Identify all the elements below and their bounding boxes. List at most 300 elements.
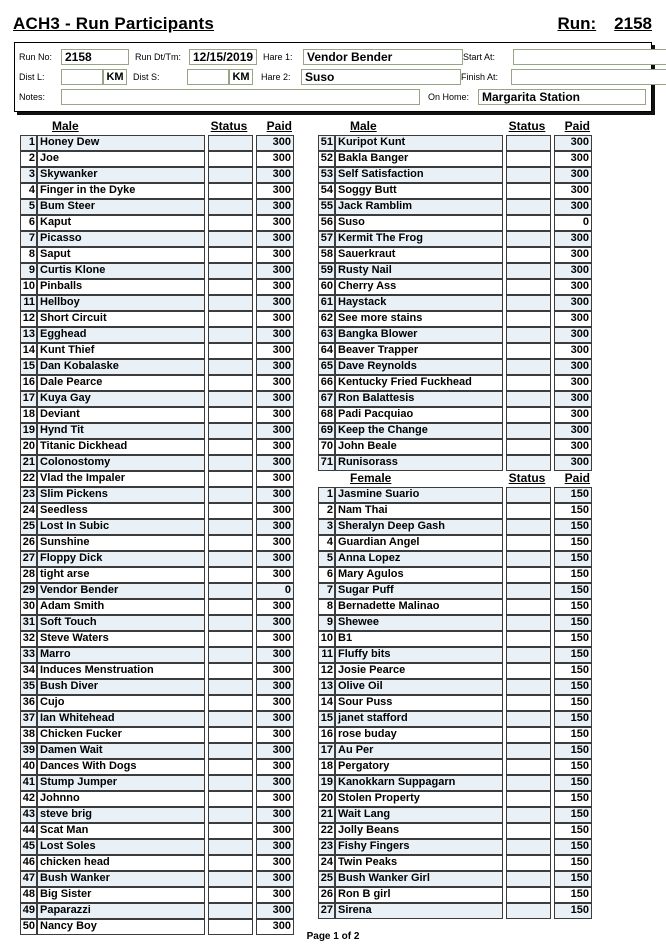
paid-cell: 300 [256,327,294,343]
participant-name-cell: Curtis Klone [37,263,205,279]
participant-row [20,199,294,215]
status-cell [506,375,551,391]
status-cell [506,727,551,743]
row-number-cell: 51 [318,135,335,151]
status-cell [506,279,551,295]
participant-row [318,199,592,215]
hare1-field[interactable]: Vendor Bender [303,49,463,65]
notes-label: Notes: [19,91,46,102]
status-cell [506,199,551,215]
participant-name-cell: B1 [335,631,503,647]
status-cell [208,215,253,231]
row-number-cell: 33 [20,647,37,663]
row-number-cell: 46 [20,855,37,871]
participant-name-cell: Short Circuit [37,311,205,327]
participant-name-cell: Steve Waters [37,631,205,647]
participant-name-cell: Beaver Trapper [335,343,503,359]
paid-cell: 150 [554,871,592,887]
row-number-cell: 49 [20,903,37,919]
paid-cell: 300 [256,391,294,407]
notes-field[interactable] [61,89,420,105]
participant-row [318,647,592,663]
paid-cell: 300 [554,135,592,151]
dist-l-field[interactable] [61,69,103,85]
status-cell [506,823,551,839]
paid-cell: 300 [256,823,294,839]
participant-row [318,503,592,519]
status-cell [506,423,551,439]
participant-name-cell: Suso [335,215,503,231]
status-cell [208,487,253,503]
paid-cell: 300 [256,455,294,471]
form-row-3 [19,87,646,106]
run-dt-label: Run Dt/Tm: [135,51,182,62]
paid-cell: 300 [256,887,294,903]
paid-cell: 0 [554,215,592,231]
row-number-cell: 14 [318,695,335,711]
participant-name-cell: Ian Whitehead [37,711,205,727]
row-number-cell: 13 [318,679,335,695]
run-info-form [14,42,652,112]
participant-row [318,903,592,919]
row-number-cell: 23 [20,487,37,503]
status-cell [208,727,253,743]
status-cell [506,743,551,759]
participant-name-cell: Fluffy bits [335,647,503,663]
participant-row [20,279,294,295]
on-home-label: On Home: [428,91,470,102]
status-cell [208,311,253,327]
hare1-label: Hare 1: [263,51,293,62]
status-cell [208,295,253,311]
paid-cell: 150 [554,679,592,695]
female-header [318,471,592,487]
participant-name-cell: Ron B girl [335,887,503,903]
paid-cell: 300 [256,311,294,327]
participant-row [318,711,592,727]
paid-cell: 300 [256,807,294,823]
status-cell [506,839,551,855]
status-cell [506,679,551,695]
paid-cell: 300 [256,855,294,871]
participant-name-cell: Bush Diver [37,679,205,695]
paid-cell: 300 [554,167,592,183]
status-cell [208,263,253,279]
participant-row [20,471,294,487]
participant-row [318,263,592,279]
row-number-cell: 57 [318,231,335,247]
status-cell [506,327,551,343]
participant-row [20,215,294,231]
paid-cell: 300 [256,663,294,679]
participant-row [318,487,592,503]
participant-name-cell: Wait Lang [335,807,503,823]
paid-cell: 150 [554,503,592,519]
participant-name-cell: See more stains [335,311,503,327]
status-cell [208,711,253,727]
paid-cell: 150 [554,695,592,711]
status-cell [208,807,253,823]
row-number-cell: 61 [318,295,335,311]
male-list-51-71 [318,135,592,471]
status-cell [506,807,551,823]
male-female-column-right [318,119,592,919]
finish-at-field[interactable] [511,69,666,85]
status-cell [506,791,551,807]
paid-cell: 150 [554,791,592,807]
participant-name-cell: Kuya Gay [37,391,205,407]
status-cell [208,775,253,791]
row-number-cell: 41 [20,775,37,791]
participant-name-cell: Titanic Dickhead [37,439,205,455]
row-number-cell: 1 [20,135,37,151]
dist-s-label: Dist S: [133,71,160,82]
status-cell [506,503,551,519]
row-number-cell: 24 [20,503,37,519]
paid-cell: 300 [256,615,294,631]
paid-cell: 300 [256,231,294,247]
participant-name-cell: Bush Wanker [37,871,205,887]
row-number-cell: 18 [318,759,335,775]
row-number-cell: 44 [20,823,37,839]
participant-name-cell: Egghead [37,327,205,343]
paid-cell: 300 [256,167,294,183]
status-cell [506,407,551,423]
run-dt-field[interactable]: 12/15/2019 [189,49,257,65]
participant-name-cell: Cherry Ass [335,279,503,295]
participant-row [318,839,592,855]
participant-name-cell: Marro [37,647,205,663]
participant-name-cell: Mary Agulos [335,567,503,583]
participant-name-cell: Jolly Beans [335,823,503,839]
participant-name-cell: Jasmine Suario [335,487,503,503]
km-unit-1: KM [103,69,127,85]
paid-cell: 150 [554,823,592,839]
participant-name-cell: Twin Peaks [335,855,503,871]
row-number-cell: 8 [318,599,335,615]
paid-cell: 300 [554,359,592,375]
status-cell [506,151,551,167]
paid-cell: 300 [256,423,294,439]
row-number-cell: 36 [20,695,37,711]
participant-name-cell: Floppy Dick [37,551,205,567]
row-number-cell: 34 [20,663,37,679]
row-number-cell: 56 [318,215,335,231]
paid-cell: 300 [256,359,294,375]
status-cell [208,183,253,199]
row-number-cell: 17 [318,743,335,759]
participant-row [20,135,294,151]
participant-row [20,535,294,551]
paid-cell: 300 [256,279,294,295]
participant-name-cell: Adam Smith [37,599,205,615]
row-number-cell: 21 [20,455,37,471]
paid-cell: 150 [554,727,592,743]
participant-name-cell: Seedless [37,503,205,519]
status-cell [208,871,253,887]
paid-cell: 300 [256,871,294,887]
hare2-field[interactable]: Suso [301,69,461,85]
participant-name-cell: Kunt Thief [37,343,205,359]
status-cell [208,343,253,359]
participant-name-cell: Finger in the Dyke [37,183,205,199]
status-cell [208,647,253,663]
status-cell [506,519,551,535]
paid-cell: 300 [256,711,294,727]
status-cell [208,615,253,631]
row-number-cell: 3 [20,167,37,183]
participant-name-cell: Stump Jumper [37,775,205,791]
participant-row [20,151,294,167]
paid-cell: 300 [256,199,294,215]
row-number-cell: 9 [20,263,37,279]
paid-cell: 300 [256,631,294,647]
paid-cell: 150 [554,855,592,871]
participant-row [318,599,592,615]
row-number-cell: 19 [318,775,335,791]
status-cell [506,855,551,871]
row-number-cell: 5 [20,199,37,215]
status-cell [208,407,253,423]
dist-s-field[interactable] [187,69,229,85]
participant-row [20,823,294,839]
status-cell [208,151,253,167]
participant-row [20,791,294,807]
female-header-label: Female [350,471,392,485]
paid-header-label: Paid [564,471,590,485]
paid-cell: 300 [554,231,592,247]
row-number-cell: 63 [318,327,335,343]
participant-name-cell: Bush Wanker Girl [335,871,503,887]
paid-cell: 150 [554,535,592,551]
participant-name-cell: Josie Pearce [335,663,503,679]
status-cell [208,535,253,551]
participant-name-cell: Ron Balattesis [335,391,503,407]
form-row-1 [19,47,646,66]
participant-name-cell: Hynd Tit [37,423,205,439]
row-number-cell: 14 [20,343,37,359]
row-number-cell: 27 [20,551,37,567]
row-number-cell: 27 [318,903,335,919]
male-left-header [20,119,294,135]
participant-name-cell: Pergatory [335,759,503,775]
row-number-cell: 6 [20,215,37,231]
paid-cell: 300 [554,247,592,263]
paid-cell: 300 [256,215,294,231]
start-at-field[interactable] [513,49,666,65]
paid-header-label: Paid [266,119,292,133]
participant-name-cell: Haystack [335,295,503,311]
row-number-cell: 15 [20,359,37,375]
row-number-cell: 9 [318,615,335,631]
status-cell [506,455,551,471]
participant-name-cell: Vendor Bender [37,583,205,599]
status-cell [208,695,253,711]
participant-row [20,663,294,679]
paid-cell: 300 [256,839,294,855]
participant-row [318,311,592,327]
participant-row [318,455,592,471]
participant-row [20,887,294,903]
paid-cell: 300 [256,551,294,567]
participant-row [318,567,592,583]
row-number-cell: 22 [318,823,335,839]
paid-cell: 300 [554,375,592,391]
status-header-label: Status [508,119,546,133]
status-cell [208,359,253,375]
run-no-label: Run No: [19,51,53,62]
participant-row [20,743,294,759]
participant-row [20,679,294,695]
participant-row [318,215,592,231]
status-cell [208,903,253,919]
participant-name-cell: Jack Ramblim [335,199,503,215]
participant-name-cell: Olive Oil [335,679,503,695]
participant-row [20,855,294,871]
paid-cell: 150 [554,887,592,903]
status-cell [208,759,253,775]
row-number-cell: 2 [318,503,335,519]
paid-cell: 300 [554,311,592,327]
paid-cell: 300 [256,743,294,759]
participant-row [318,823,592,839]
row-number-cell: 28 [20,567,37,583]
participant-name-cell: Soft Touch [37,615,205,631]
paid-cell: 300 [256,535,294,551]
status-cell [506,871,551,887]
row-number-cell: 21 [318,807,335,823]
participant-row [20,327,294,343]
row-number-cell: 48 [20,887,37,903]
participant-row [318,791,592,807]
participant-row [318,663,592,679]
participant-name-cell: Dances With Dogs [37,759,205,775]
paid-cell: 300 [554,407,592,423]
row-number-cell: 54 [318,183,335,199]
participant-name-cell: Sugar Puff [335,583,503,599]
paid-cell: 150 [554,839,592,855]
row-number-cell: 26 [318,887,335,903]
row-number-cell: 7 [318,583,335,599]
row-number-cell: 68 [318,407,335,423]
status-cell [208,279,253,295]
status-cell [506,615,551,631]
paid-cell: 150 [554,775,592,791]
participant-row [318,615,592,631]
participant-row [20,903,294,919]
row-number-cell: 65 [318,359,335,375]
paid-cell: 300 [554,423,592,439]
paid-cell: 300 [554,455,592,471]
paid-cell: 150 [554,583,592,599]
status-cell [208,567,253,583]
participants-area [0,119,666,949]
status-cell [208,855,253,871]
row-number-cell: 15 [318,711,335,727]
participant-row [20,295,294,311]
participant-row [318,423,592,439]
participant-row [20,871,294,887]
participant-row [318,807,592,823]
row-number-cell: 17 [20,391,37,407]
participant-name-cell: Keep the Change [335,423,503,439]
row-number-cell: 45 [20,839,37,855]
participant-name-cell: Sour Puss [335,695,503,711]
participant-name-cell: Cujo [37,695,205,711]
participant-row [318,695,592,711]
status-cell [208,663,253,679]
row-number-cell: 24 [318,855,335,871]
paid-cell: 150 [554,519,592,535]
on-home-field[interactable]: Margarita Station [478,89,646,105]
paid-cell: 300 [256,471,294,487]
status-cell [506,135,551,151]
participant-row [318,359,592,375]
row-number-cell: 7 [20,231,37,247]
participant-row [20,263,294,279]
paid-cell: 300 [256,791,294,807]
row-number-cell: 55 [318,199,335,215]
page-indicator: Page 1 of 2 [306,931,360,942]
paid-cell: 300 [554,343,592,359]
dist-l-label: Dist L: [19,71,45,82]
row-number-cell: 59 [318,263,335,279]
row-number-cell: 19 [20,423,37,439]
run-no-field[interactable]: 2158 [61,49,129,65]
status-cell [208,791,253,807]
paid-cell: 300 [256,343,294,359]
male-header-label: Male [350,119,377,133]
status-cell [208,247,253,263]
run-header [557,14,652,34]
participant-name-cell: Bernadette Malinao [335,599,503,615]
participant-name-cell: Pinballs [37,279,205,295]
paid-cell: 300 [256,247,294,263]
paid-cell: 300 [256,135,294,151]
participant-name-cell: Colonostomy [37,455,205,471]
participant-name-cell: tight arse [37,567,205,583]
participant-row [318,759,592,775]
status-cell [506,247,551,263]
participant-row [318,887,592,903]
paid-cell: 150 [554,647,592,663]
run-label: Run: [557,14,597,33]
paid-cell: 150 [554,631,592,647]
paid-cell: 150 [554,711,592,727]
participant-row [318,439,592,455]
participant-name-cell: Vlad the Impaler [37,471,205,487]
paid-cell: 300 [256,759,294,775]
participant-row [20,647,294,663]
participant-row [20,167,294,183]
participant-name-cell: Induces Menstruation [37,663,205,679]
paid-cell: 150 [554,743,592,759]
participant-name-cell: Honey Dew [37,135,205,151]
row-number-cell: 20 [318,791,335,807]
status-cell [506,631,551,647]
participant-name-cell: Kentucky Fried Fuckhead [335,375,503,391]
status-cell [506,887,551,903]
participant-name-cell: steve brig [37,807,205,823]
row-number-cell: 5 [318,551,335,567]
paid-cell: 300 [256,903,294,919]
participant-row [20,631,294,647]
participant-row [20,567,294,583]
status-cell [506,535,551,551]
paid-cell: 300 [256,151,294,167]
participant-name-cell: Sheralyn Deep Gash [335,519,503,535]
row-number-cell: 26 [20,535,37,551]
